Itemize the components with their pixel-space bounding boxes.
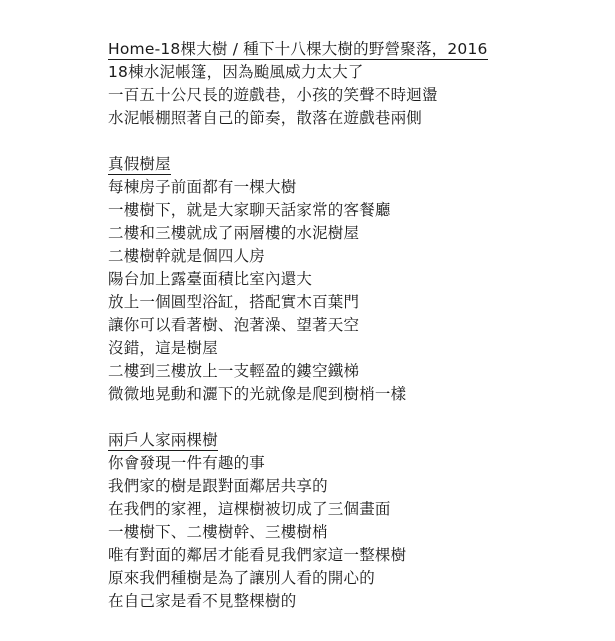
paragraph-line: 二樓到三樓放上一支輕盈的鏤空鐵梯 xyxy=(108,362,360,380)
section-heading-home xyxy=(108,38,608,61)
section-heading-two-families xyxy=(108,429,608,452)
paragraph-line: 每棟房子前面都有一棵大樹 xyxy=(108,178,297,196)
paragraph-line: 陽台加上露臺面積比室內還大 xyxy=(108,270,313,288)
paragraph-line: 我們家的樹是跟對面鄰居共享的 xyxy=(108,477,328,495)
paragraph-line: 你會發現一件有趣的事 xyxy=(108,454,266,472)
paragraph-line: 沒錯，這是樹屋 xyxy=(108,339,218,357)
paragraph-line: 水泥帳棚照著自己的節奏，散落在遊戲巷兩側 xyxy=(108,109,423,127)
section-title: Home-18棵大樹 / 種下十八棵大樹的野營聚落，2016 xyxy=(108,40,488,58)
section-spacer xyxy=(108,130,608,153)
paragraph-line: 放上一個圓型浴缸，搭配實木百葉門 xyxy=(108,293,360,311)
paragraph-line: 二樓和三樓就成了兩層樓的水泥樹屋 xyxy=(108,224,360,242)
paragraph-line: 原來我們種樹是為了讓別人看的開心的 xyxy=(108,569,375,587)
paragraph-line: 唯有對面的鄰居才能看見我們家這一整棵樹 xyxy=(108,546,407,564)
paragraph-line: 在自己家是看不見整棵樹的 xyxy=(108,592,297,610)
paragraph-line: 一樓樹下，就是大家聊天話家常的客餐廳 xyxy=(108,201,391,219)
article-body xyxy=(108,38,608,613)
section-heading-treehouse xyxy=(108,153,608,176)
paragraph-line: 微微地晃動和灑下的光就像是爬到樹梢一樣 xyxy=(108,385,407,403)
paragraph-line: 二樓樹幹就是個四人房 xyxy=(108,247,266,265)
paragraph-line: 18棟水泥帳篷，因為颱風威力太大了 xyxy=(108,63,364,81)
section-title: 兩戶人家兩棵樹 xyxy=(108,431,218,449)
paragraph-line: 一樓樹下、二樓樹幹、三樓樹梢 xyxy=(108,523,328,541)
paragraph-line: 在我們的家裡，這棵樹被切成了三個畫面 xyxy=(108,500,391,518)
paragraph-line: 讓你可以看著樹、泡著澡、望著天空 xyxy=(108,316,360,334)
paragraph-line: 一百五十公尺長的遊戲巷，小孩的笑聲不時迴盪 xyxy=(108,86,438,104)
section-spacer xyxy=(108,406,608,429)
section-title: 真假樹屋 xyxy=(108,155,171,173)
